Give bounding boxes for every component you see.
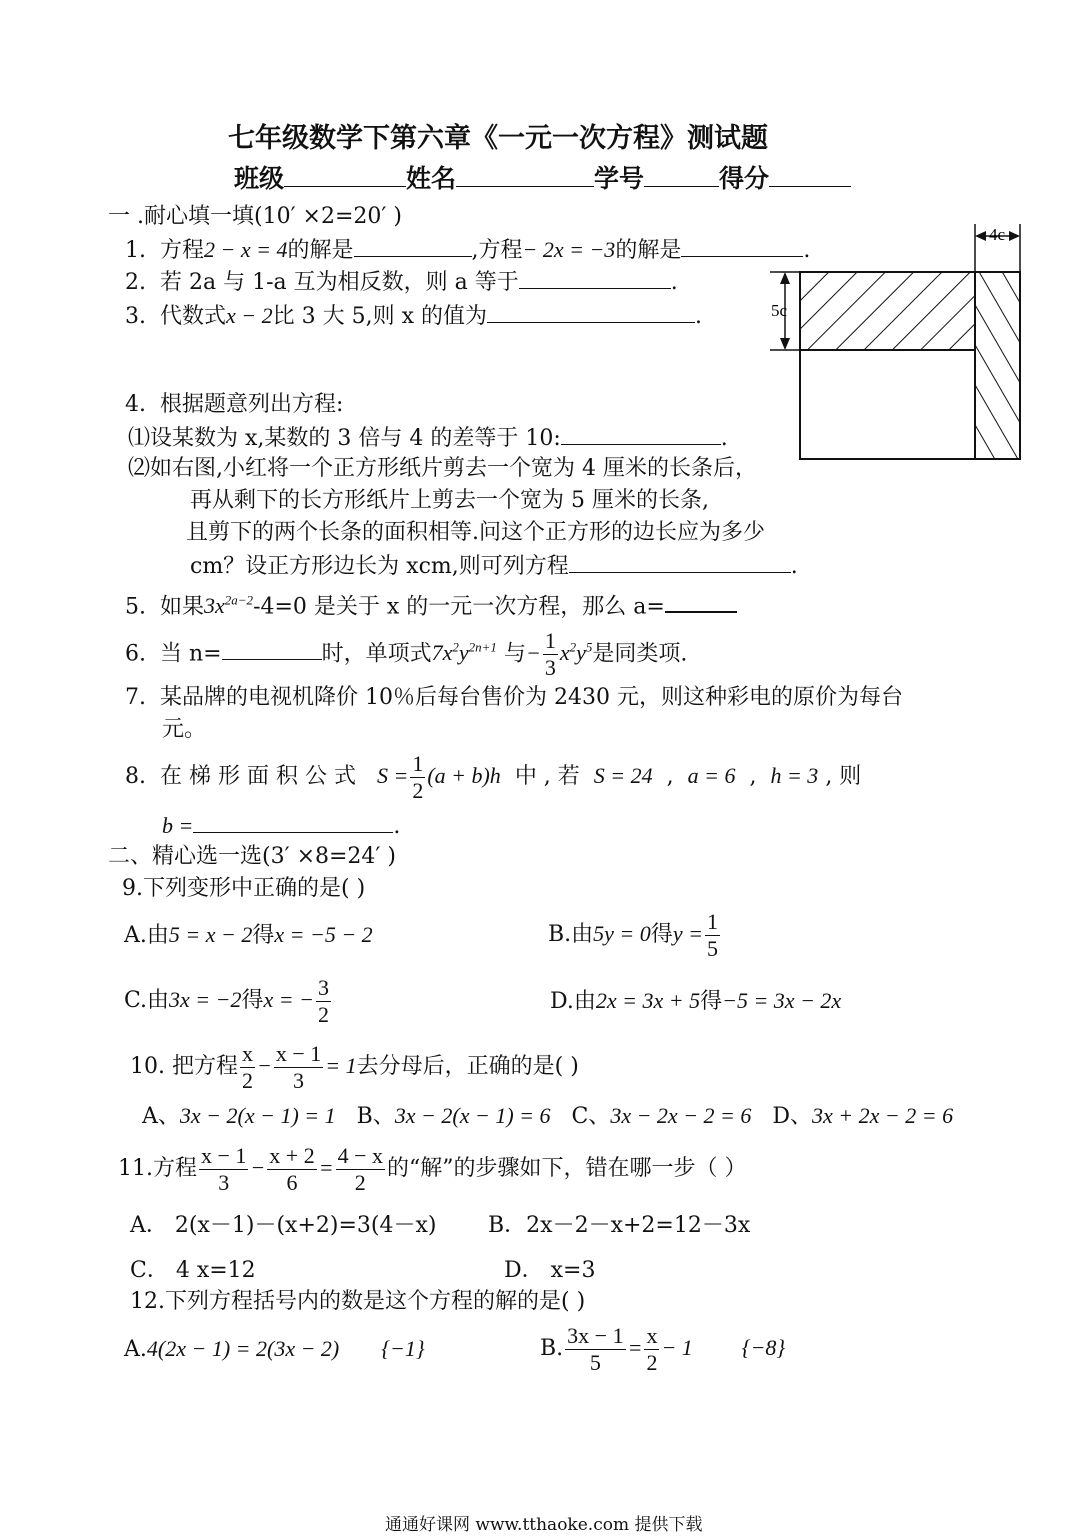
- q11-option-d[interactable]: D． x=3: [504, 1258, 596, 1283]
- q9-option-c[interactable]: C.由3x = −2得x = − $\frac{3}{2}$: [124, 974, 329, 1027]
- section1-heading: 一 .耐心填一填(10′ ×2=20′ ): [108, 204, 402, 229]
- question-11: 11.方程 $\frac{x - 1}{3}$ − $\frac{x + 2}{6}$ = $\frac{4 - x}{2}$ 的“解”的步骤如下，错在哪一步（ ）: [118, 1142, 747, 1195]
- square-paper-figure: [765, 222, 1030, 472]
- answer-blank[interactable]: [519, 268, 671, 289]
- name-label: 姓名: [406, 164, 457, 193]
- id-label: 学号: [594, 164, 645, 193]
- q9-option-b[interactable]: B.由5y = 0得y = $\frac{1}{5}$: [548, 908, 718, 961]
- class-label: 班级: [234, 164, 285, 193]
- question-7: 7. 某品牌的电视机降价 10％后每台售价为 2430 元，则这种彩电的原价为每台: [125, 685, 903, 710]
- q11-option-a[interactable]: A． 2(x－1)－(x+2)=3(4－x): [130, 1213, 437, 1238]
- answer-blank[interactable]: [354, 236, 472, 257]
- id-field[interactable]: [644, 166, 719, 187]
- footer-credit: 通通好课网 www.tthaoke.com 提供下载: [385, 1515, 703, 1535]
- q10-option-c[interactable]: C、3x − 2x − 2 = 6: [571, 1103, 752, 1129]
- question-9: 9.下列变形中正确的是( ): [122, 876, 366, 901]
- q12-option-a[interactable]: A.4(2x − 1) = 2(3x − 2) {−1}: [124, 1336, 425, 1362]
- question-10: 10. 把方程 $\frac{x}{2}$ − $\frac{x - 1}{3}$ = 1去分母后，正确的是( ): [130, 1040, 579, 1093]
- section2-heading: 二、精心选一选(3′ ×8=24′ ): [108, 844, 396, 869]
- class-field[interactable]: [284, 166, 406, 187]
- answer-blank[interactable]: [561, 424, 721, 445]
- score-label: 得分: [719, 164, 770, 193]
- q11-option-b[interactable]: B．2x－2－x+2=12－3x: [488, 1213, 751, 1238]
- question-12: 12.下列方程括号内的数是这个方程的解的是( ): [130, 1289, 586, 1314]
- score-field[interactable]: [769, 166, 851, 187]
- question-4-part2-line3: 且剪下的两个长条的面积相等.问这个正方形的边长应为多少: [186, 520, 765, 545]
- question-6: 6. 当 n= 时，单项式$7x^2y^{2n+1}$ 与− $\frac{1}{3}$ $x^2y^5$是同类项.: [125, 627, 688, 680]
- question-10-options: [142, 1102, 953, 1131]
- label-4c: 4c: [989, 225, 1006, 244]
- label-5c: 5c: [771, 301, 788, 320]
- question-4-part2-line1: ⑵如右图,小红将一个正方形纸片剪去一个宽为 4 厘米的长条后，: [128, 456, 757, 481]
- name-field[interactable]: [456, 166, 594, 187]
- answer-blank[interactable]: [193, 812, 393, 833]
- strip-5cm: [800, 272, 975, 350]
- question-7-line2: 元。: [162, 717, 207, 742]
- question-5: 5. 如果$3x^{2a-2}-4=0$ 是关于 x 的一元一次方程，那么 a=: [125, 587, 737, 621]
- question-4: 4. 根据题意列出方程:: [125, 392, 344, 417]
- question-4-part2-line2: 再从剩下的长方形纸片上剪去一个宽为 5 厘米的长条,: [190, 488, 709, 513]
- q12-option-b[interactable]: B. $\frac{3x - 1}{5}$ = $\frac{x}{2}$ − 1 {−8}: [540, 1322, 786, 1375]
- question-8-line2: b = .: [162, 813, 401, 839]
- page-title: 七年级数学下第六章《一元一次方程》测试题: [228, 123, 768, 154]
- answer-blank[interactable]: [569, 552, 791, 573]
- question-8: 8. 在 梯 形 面 积 公 式 S = $\frac{1}{2}$ (a + b)h 中 , 若 S = 24 , a = 6 , h = 3 , 则: [125, 750, 862, 803]
- student-info-line: [234, 162, 851, 196]
- answer-blank[interactable]: [222, 639, 322, 660]
- answer-blank[interactable]: [487, 302, 695, 323]
- q9-option-d[interactable]: D.由2x = 3x + 5得−5 = 3x − 2x: [550, 988, 842, 1014]
- question-3: 3. 代数式x − 2比 3 大 5,则 x 的值为 .: [125, 303, 703, 329]
- question-4-part1: ⑴设某数为 x,某数的 3 倍与 4 的差等于 10: .: [128, 426, 728, 451]
- answer-blank[interactable]: [665, 591, 737, 613]
- q10-option-b[interactable]: B、3x − 2(x − 1) = 6: [356, 1103, 551, 1129]
- strip-4cm: [975, 272, 1020, 459]
- question-2: 2. 若 2a 与 1-a 互为相反数，则 a 等于 .: [125, 270, 678, 295]
- question-4-part2-line4: cm？设正方形边长为 xcm,则可列方程 .: [190, 554, 798, 579]
- question-1: 1. 方程2 − x = 4的解是 ,方程− 2x = −3的解是 .: [125, 237, 811, 263]
- q9-option-a[interactable]: A.由5 = x − 2得x = −5 − 2: [124, 922, 373, 948]
- q10-option-d[interactable]: D、3x + 2x − 2 = 6: [772, 1103, 954, 1129]
- q10-option-a[interactable]: A、3x − 2(x − 1) = 1: [142, 1103, 336, 1129]
- q11-option-c[interactable]: C． 4 x=12: [130, 1258, 256, 1283]
